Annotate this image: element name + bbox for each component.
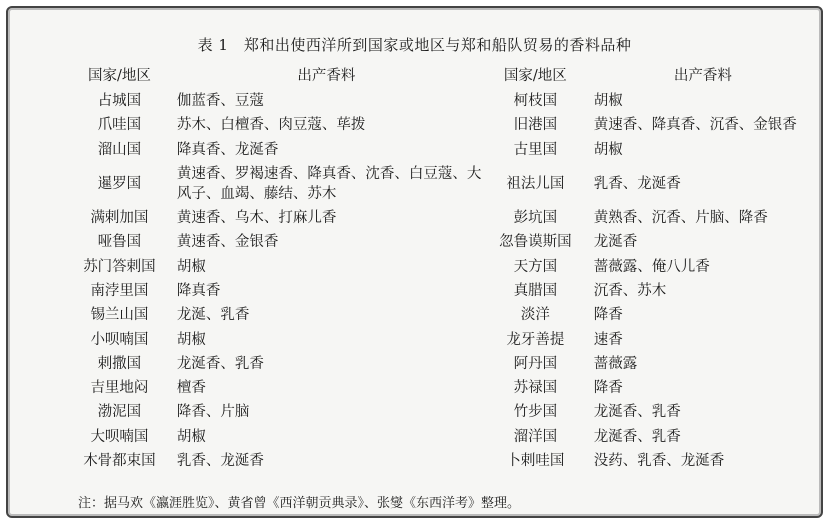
spice-cell: 龙涎香、乳香: [176, 355, 264, 372]
spice-cell: 降真香、龙涎香: [176, 141, 279, 158]
country-cell: 竹步国: [513, 404, 558, 421]
spice-cell: 黄熟香、沉香、片脑、降香: [593, 210, 768, 227]
table-row: [70, 303, 821, 327]
country-cell: 暹罗国: [97, 175, 142, 192]
spice-cell: 黄速香、降真香、沉香、金银香: [593, 117, 797, 134]
table-row: [70, 425, 821, 449]
spice-cell: 胡椒: [593, 93, 623, 110]
spice-cell: 蔷薇露: [593, 355, 638, 372]
country-cell: 龙牙善提: [506, 331, 565, 348]
country-cell: 溜洋国: [513, 428, 558, 445]
spice-cell: 胡椒: [176, 258, 206, 275]
table-row: [70, 352, 821, 376]
country-cell: 古里国: [513, 141, 558, 158]
spice-table: [70, 63, 821, 473]
spice-cell: 黄速香、金银香: [176, 234, 279, 251]
spice-cell: 速香: [593, 331, 623, 348]
spice-cell: 黄速香、乌木、打麻儿香: [176, 210, 337, 227]
spice-cell: 乳香、龙涎香: [176, 453, 264, 469]
country-cell: 剌撒国: [97, 355, 142, 372]
spice-cell: 沉香、苏木: [593, 282, 667, 299]
spice-cell: 龙涎、乳香: [176, 307, 250, 324]
spice-cell: 降香: [593, 307, 623, 324]
table-header-row: [70, 63, 821, 89]
header-country-right: 国家/地区: [503, 68, 567, 84]
table-row: [70, 230, 821, 254]
country-cell: 忽鲁谟斯国: [499, 234, 572, 251]
country-cell: 天方国: [513, 258, 558, 275]
spice-cell: 龙涎香、乳香: [593, 404, 681, 421]
country-cell: 苏禄国: [513, 380, 558, 397]
country-cell: 吉里地闷: [90, 380, 149, 397]
country-cell: 旧港国: [513, 117, 558, 134]
country-cell: 占城国: [97, 93, 142, 110]
table-row: [70, 138, 821, 162]
spice-cell: 胡椒: [176, 331, 206, 348]
table-row: [70, 113, 821, 137]
country-cell: 木骨都束国: [83, 453, 156, 469]
table-row: [70, 162, 821, 206]
table-row: [70, 254, 821, 278]
country-cell: 淡洋: [520, 307, 550, 324]
table-row: [70, 279, 821, 303]
country-cell: 阿丹国: [513, 355, 558, 372]
country-cell: 彭坑国: [513, 210, 558, 227]
spice-cell: 檀香: [176, 380, 206, 397]
table-row: [70, 89, 821, 113]
country-cell: 大呗喃国: [90, 428, 149, 445]
country-cell: 溜山国: [97, 141, 142, 158]
country-cell: 柯枝国: [513, 93, 558, 110]
table-row: [70, 376, 821, 400]
table-row: [70, 206, 821, 230]
table-row: [70, 327, 821, 351]
table-row: [70, 400, 821, 424]
spice-cell: 龙涎香: [593, 234, 638, 251]
country-cell: 锡兰山国: [90, 307, 149, 324]
country-cell: 真腊国: [513, 282, 558, 299]
header-country-left: 国家/地区: [88, 68, 151, 84]
country-cell: 爪哇国: [97, 117, 142, 134]
country-cell: 祖法儿国: [506, 175, 565, 192]
spice-cell: 降真香: [176, 282, 221, 299]
spice-cell: 降香、片脑: [176, 404, 250, 421]
spice-cell: 降香: [593, 380, 623, 397]
table-row: [70, 449, 821, 473]
country-cell: 小呗喃国: [90, 331, 149, 348]
country-cell: 南浡里国: [90, 282, 149, 299]
spice-cell: 蔷薇露、俺八儿香: [593, 258, 710, 275]
header-spice-right: 出产香料: [673, 68, 732, 84]
spice-cell: 黄速香、罗褐速香、降真香、沈香、白豆蔻、大风子、血竭、藤结、苏木: [176, 165, 482, 202]
country-cell: 渤泥国: [97, 404, 142, 421]
country-cell: 卜剌哇国: [506, 453, 565, 469]
country-cell: 哑鲁国: [97, 234, 142, 251]
table-note: 注：据马欢《瀛涯胜览》、黄省曾《西洋朝贡典录》、张燮《东西洋考》整理。: [78, 496, 521, 511]
country-cell: 苏门答剌国: [83, 258, 156, 275]
spice-cell: 伽蓝香、豆蔻: [176, 93, 264, 110]
spice-cell: 乳香、龙涎香: [593, 175, 681, 192]
country-cell: 满剌加国: [90, 210, 149, 227]
table-body: [70, 89, 821, 473]
spice-cell: 胡椒: [593, 141, 623, 158]
spice-cell: 没药、乳香、龙涎香: [593, 453, 725, 469]
header-spice-left: 出产香料: [297, 68, 356, 84]
spice-cell: 胡椒: [176, 428, 206, 445]
document-frame: [6, 6, 823, 518]
spice-cell: 龙涎香、乳香: [593, 428, 681, 445]
spice-cell: 苏木、白檀香、肉豆蔻、荜拨: [176, 117, 366, 134]
table-title: 表 1 郑和出使西洋所到国家或地区与郑和船队贸易的香料品种: [197, 36, 632, 54]
